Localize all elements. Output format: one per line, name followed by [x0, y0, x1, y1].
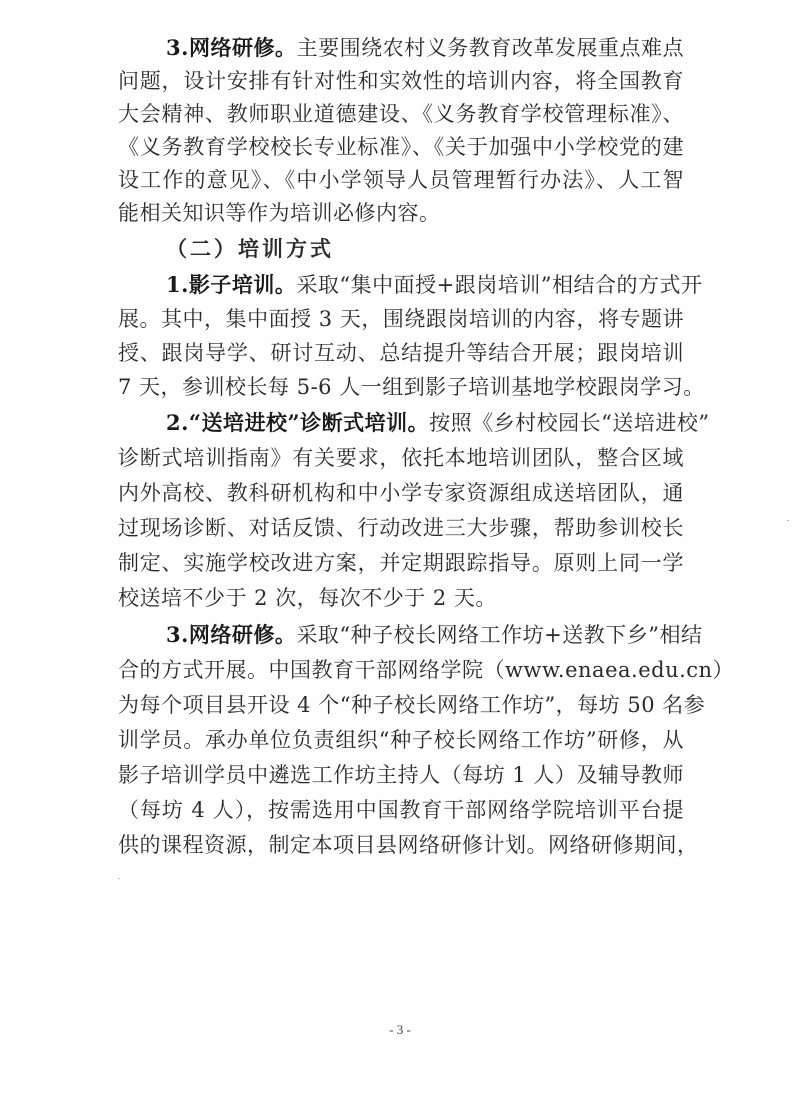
paragraph-line: 合的方式开展。中国教育干部网络学院（www.enaea.edu.cn）: [118, 658, 735, 682]
paragraph-line: （每坊 4 人），按需选用中国教育干部网络学院培训平台提: [118, 798, 684, 822]
scan-artifact: [787, 520, 789, 521]
paragraph-line: 展。其中，集中面授 3 天，围绕跟岗培训的内容，将专题讲: [118, 307, 684, 331]
paragraph-line: 影子培训学员中遴选工作坊主持人（每坊 1 人）及辅导教师: [118, 763, 684, 787]
section-heading: （二）培训方式: [166, 236, 334, 261]
paragraph-line: 3.网络研修。采取“种子校长网络工作坊+送教下乡”相结: [166, 622, 703, 647]
paragraph-line: 内外高校、教科研机构和中小学专家资源组成送培团队，通: [118, 481, 684, 505]
paragraph-lead: 3.网络研修。: [166, 622, 297, 647]
paragraph-line: 3.网络研修。主要围绕农村义务教育改革发展重点难点: [166, 35, 684, 60]
paragraph-line: 过现场诊断、对话反馈、行动改进三大步骤，帮助参训校长: [118, 516, 684, 540]
page-number: - 3 -: [389, 1022, 411, 1037]
paragraph-line: 制定、实施学校改进方案，并定期跟踪指导。原则上同一学: [118, 551, 684, 575]
paragraph-line: 能相关知识等作为培训必修内容。: [118, 201, 441, 225]
paragraph-line: 《义务教育学校校长专业标准》、《关于加强中小学校党的建: [118, 135, 684, 159]
paragraph-line: 1.影子培训。采取“集中面授+跟岗培训”相结合的方式开: [166, 272, 703, 297]
paragraph-lead: 1.影子培训。: [166, 272, 297, 297]
paragraph-line: 问题，设计安排有针对性和实效性的培训内容，将全国教育: [118, 69, 684, 93]
paragraph-lead: 2.“送培进校”诊断式培训。: [166, 410, 430, 435]
paragraph-line: 大会精神、教师职业道德建设、《义务教育学校管理标准》、: [118, 102, 684, 126]
paragraph-line: 设工作的意见》、《中小学领导人员管理暂行办法》、人工智: [118, 168, 684, 192]
paragraph-line: 供的课程资源，制定本项目县网络研修计划。网络研修期间，: [118, 833, 699, 857]
paragraph-line: 授、跟岗导学、研讨互动、总结提升等结合开展；跟岗培训: [118, 341, 684, 365]
paragraph-line: 校送培不少于 2 次，每次不少于 2 天。: [118, 586, 497, 610]
paragraph-line: 2.“送培进校”诊断式培训。按照《乡村校园长“送培进校”: [166, 410, 710, 435]
paragraph-line: 7 天，参训校长每 5-6 人一组到影子培训基地学校跟岗学习。: [118, 375, 705, 399]
scan-artifact: [118, 878, 120, 879]
paragraph-line: 训学员。承办单位负责组织“种子校长网络工作坊”研修，从: [118, 728, 684, 752]
paragraph-line: 诊断式培训指南》有关要求，依托本地培训团队，整合区域: [118, 446, 684, 470]
paragraph-lead: 3.网络研修。: [166, 35, 297, 60]
paragraph-line: 为每个项目县开设 4 个“种子校长网络工作坊”，每坊 50 名参: [118, 693, 706, 717]
